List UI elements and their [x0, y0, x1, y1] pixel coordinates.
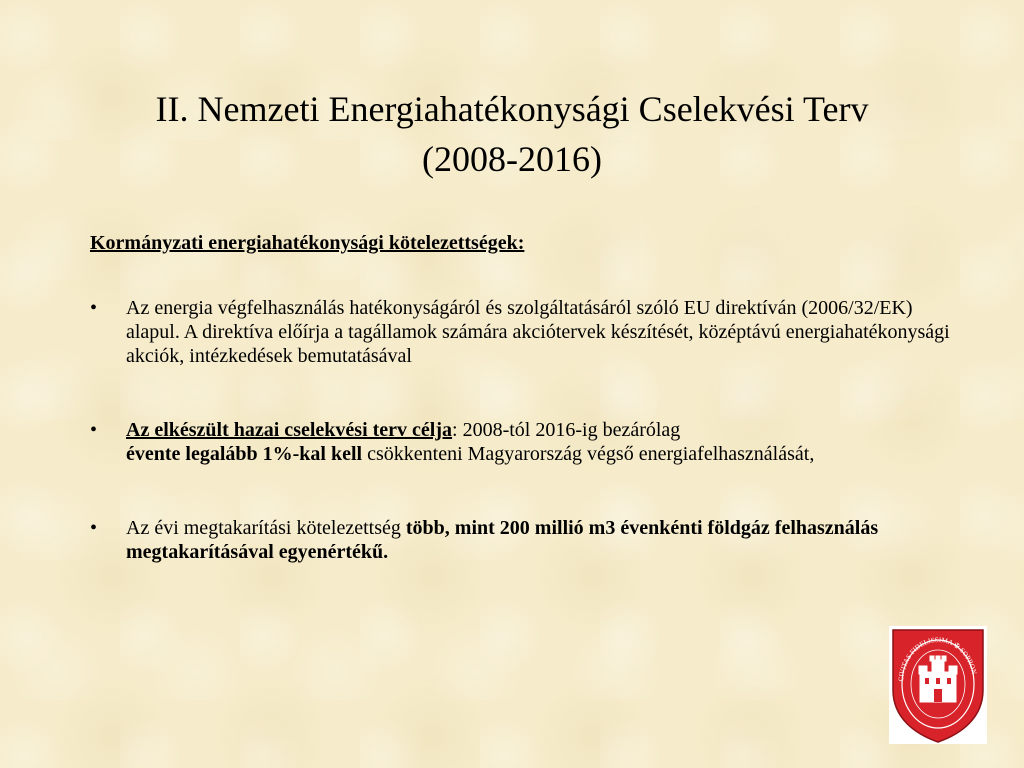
bullet-text — [126, 516, 950, 564]
bullet-list — [90, 296, 950, 614]
bullet-segment: csökkenteni Magyarország végső energiafelhasználását, — [362, 443, 815, 465]
bullet-marker: • — [90, 297, 98, 319]
bullet-emphasis: több, mint 200 millió m3 évenkénti földgáz felhasználás megtakarításával egyenértékű. — [126, 517, 879, 563]
bullet-segment: : 2008-tól 2016-ig bezárólag — [452, 419, 681, 441]
bullet-item — [90, 516, 950, 564]
bullet-text — [126, 418, 950, 466]
bullet-item — [90, 296, 950, 368]
bullet-text: Az energia végfelhasználás hatékonyságáról és szolgáltatásáról szóló EU direktíván (2006/32/EK) alapul. A direktíva előírja a tagállamok számára akciótervek készítését, középtávú energiahatékonysági akciók, intézkedések bemutatásával — [126, 297, 950, 367]
crest-motto: CIVITAS FIDELISSIMA ✠ SOPRON — [897, 635, 979, 682]
crest-graphic — [889, 626, 987, 744]
title-line-2: (2008-2016) — [422, 139, 602, 179]
slide-title — [100, 84, 924, 184]
bullet-item — [90, 418, 950, 466]
sopron-coat-of-arms-icon — [889, 626, 987, 744]
bullet-emphasis: évente legalább 1%-kal kell — [126, 443, 363, 465]
bullet-segment: Az évi megtakarítási kötelezettség — [126, 517, 406, 539]
bullet-marker: • — [90, 517, 98, 539]
bullet-marker: • — [90, 419, 98, 441]
title-line-1: II. Nemzeti Energiahatékonysági Cselekvési Terv — [155, 89, 869, 129]
section-heading: Kormányzati energiahatékonysági kötelezettségek: — [90, 232, 525, 254]
bullet-emphasis: Az elkészült hazai cselekvési terv célja — [126, 419, 453, 441]
